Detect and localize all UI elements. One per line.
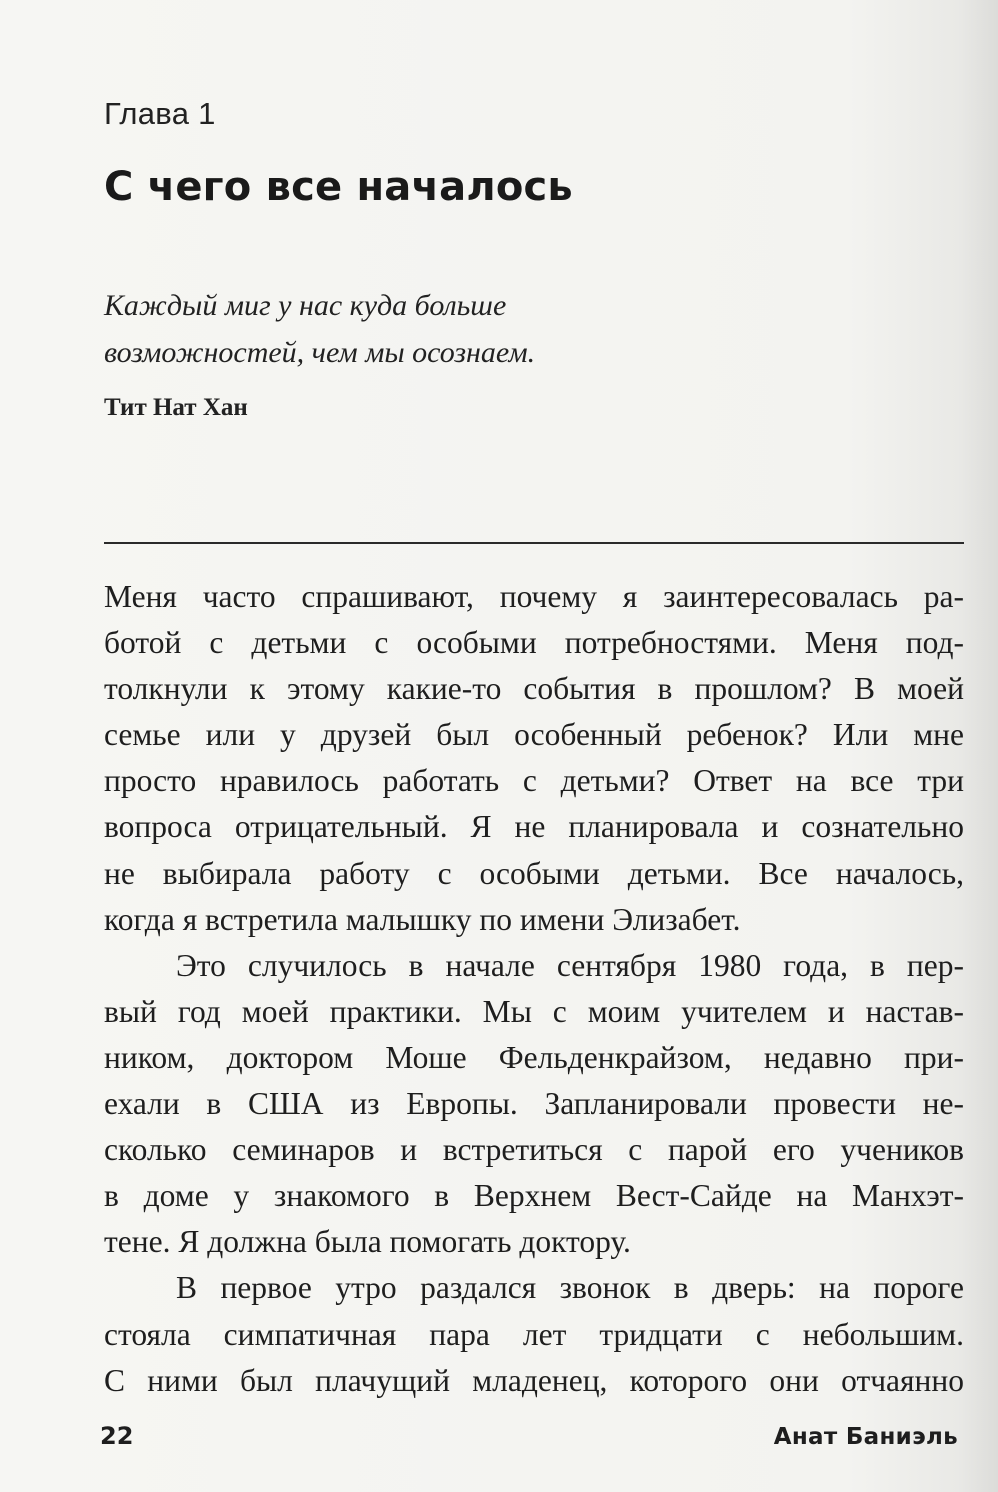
text-line: в доме у знакомого в Верхнем Вест-Сайде на Манхэт- — [104, 1178, 964, 1214]
body-text — [104, 574, 964, 1404]
text-line: Это случилось в начале сентября 1980 года, в пер- — [176, 947, 964, 983]
text-line: В первое утро раздался звонок в дверь: на пороге — [176, 1270, 964, 1306]
text-line: когда я встретила малышку по имени Элизабет. — [104, 901, 741, 937]
epigraph-line: возможностей, чем мы осознаем. — [104, 336, 536, 369]
running-head-author: Анат Баниэль — [773, 1424, 958, 1450]
text-line: сколько семинаров и встретиться с парой его учеников — [104, 1132, 964, 1168]
text-line: стояла симпатичная пара лет тридцати с небольшим. — [104, 1316, 964, 1352]
text-line: ботой с детьми с особыми потребностями. Меня под- — [104, 625, 964, 661]
section-divider — [104, 542, 964, 544]
page-number: 22 — [100, 1422, 134, 1450]
text-line: Меня часто спрашивают, почему я заинтересовалась ра- — [104, 579, 964, 614]
text-line: просто нравилось работать с детьми? Ответ на все три — [104, 763, 964, 799]
text-line: ехали в США из Европы. Запланировали провести не- — [104, 1086, 964, 1122]
text-line: тене. Я должна была помогать доктору. — [104, 1224, 631, 1260]
text-line: С ними был плачущий младенец, которого они отчаянно — [104, 1362, 964, 1398]
epigraph — [104, 282, 704, 376]
text-line: вопроса отрицательный. Я не планировала и сознательно — [104, 809, 964, 845]
text-line: ником, доктором Моше Фельденкрайзом, недавно при- — [104, 1039, 964, 1075]
epigraph-author: Тит Нат Хан — [104, 394, 248, 421]
text-line: не выбирала работу с особыми детьми. Все началось, — [104, 855, 964, 891]
epigraph-line: Каждый миг у нас куда больше — [104, 289, 507, 322]
text-line: вый год моей практики. Мы с моим учителем и настав- — [104, 993, 964, 1029]
chapter-title: С чего все началось — [104, 164, 573, 210]
text-line: семье или у друзей был особенный ребенок? Или мне — [104, 717, 964, 753]
chapter-label: Глава 1 — [104, 96, 216, 131]
text-line: толкнули к этому какие-то события в прошлом? В моей — [104, 671, 964, 707]
